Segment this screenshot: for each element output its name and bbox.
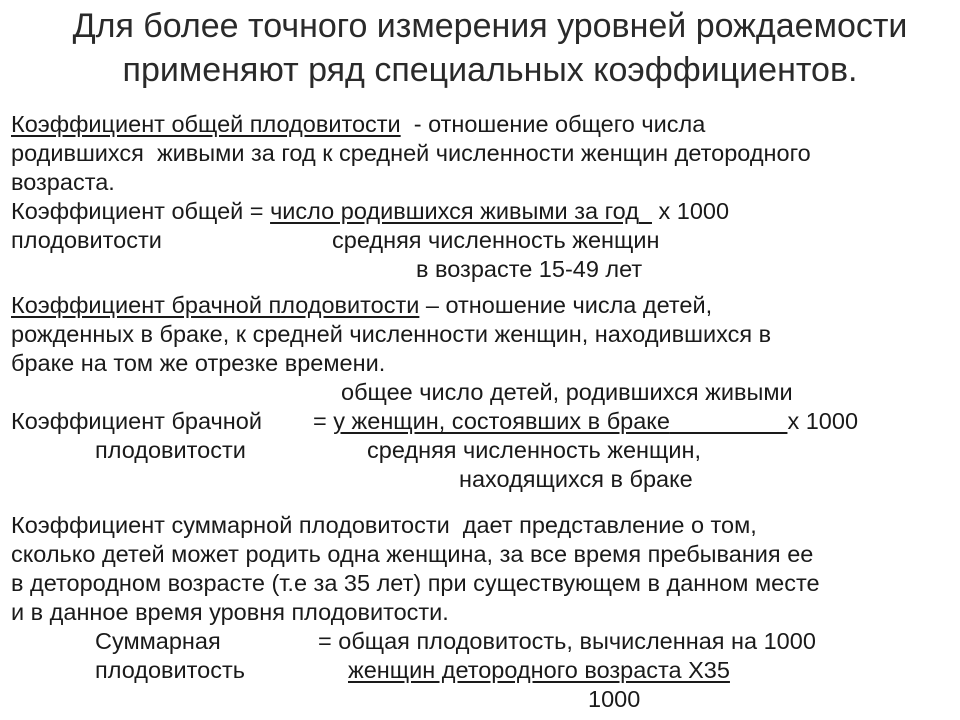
slide-title-line1: Для более точного измерения уровней рождаемости [72, 7, 908, 45]
total-definition-line4: и в данное время уровня плодовитости. [11, 599, 449, 625]
marital-formula-numerator2: у женщин, состоявших в браке [333, 408, 670, 434]
general-term: Коэффициент общей плодовитости [11, 111, 401, 137]
marital-definition-rest: – отношение числа детей, [419, 292, 713, 318]
general-formula-denominator2: в возрасте 15-49 лет [416, 256, 643, 282]
marital-formula-left1: Коэффициент брачной [11, 408, 262, 434]
marital-formula-eq: = [313, 408, 327, 434]
marital-definition-line3: браке на том же отрезке времени. [11, 350, 386, 376]
total-definition-line3: в детородном возрасте (т.е за 35 лет) при существующем в данном месте [11, 570, 820, 596]
marital-formula-left2: плодовитости [95, 437, 246, 463]
marital-definition-line1 [11, 291, 712, 319]
general-formula-numerator: число родившихся живыми за год [270, 198, 639, 224]
general-definition-line3: возраста. [11, 169, 115, 195]
general-definition-line2: родившихся живыми за год к средней численности женщин детородного [11, 140, 811, 166]
marital-term: Коэффициент брачной плодовитости [11, 292, 420, 318]
total-definition-line2: сколько детей может родить одна женщина, за все время пребывания ее [11, 541, 814, 567]
general-definition-rest: - отношение общего числа [400, 111, 706, 137]
marital-formula-line1 [313, 407, 858, 435]
slide-title-line2: применяют ряд специальных коэффициентов. [122, 51, 858, 89]
total-definition-line1: Коэффициент суммарной плодовитости дает представление о том, [11, 512, 757, 538]
general-formula-left2: плодовитости [11, 227, 162, 253]
total-formula-right1: = общая плодовитость, вычисленная на 1000 [318, 628, 816, 654]
marital-formula-times: х 1000 [787, 408, 859, 434]
marital-formula-denominator1: средняя численность женщин, [367, 437, 701, 463]
general-formula-left1: Коэффициент общей = [11, 198, 264, 224]
general-formula-denominator1: средняя численность женщин [332, 227, 660, 253]
total-formula-numerator: женщин детородного возраста Х35 [348, 657, 730, 683]
total-formula-denominator: 1000 [588, 686, 641, 712]
general-formula-line1 [11, 197, 729, 225]
total-formula-left1: Суммарная [95, 628, 221, 654]
marital-definition-line2: рожденных в браке, к средней численности женщин, находившихся в [11, 321, 772, 347]
marital-formula-numerator1: общее число детей, родившихся живыми [341, 379, 793, 405]
total-formula-left2: плодовитость [95, 657, 245, 683]
marital-formula-denominator2: находящихся в браке [459, 466, 693, 492]
general-formula-times: х 1000 [658, 198, 730, 224]
general-definition-line1 [11, 110, 705, 138]
